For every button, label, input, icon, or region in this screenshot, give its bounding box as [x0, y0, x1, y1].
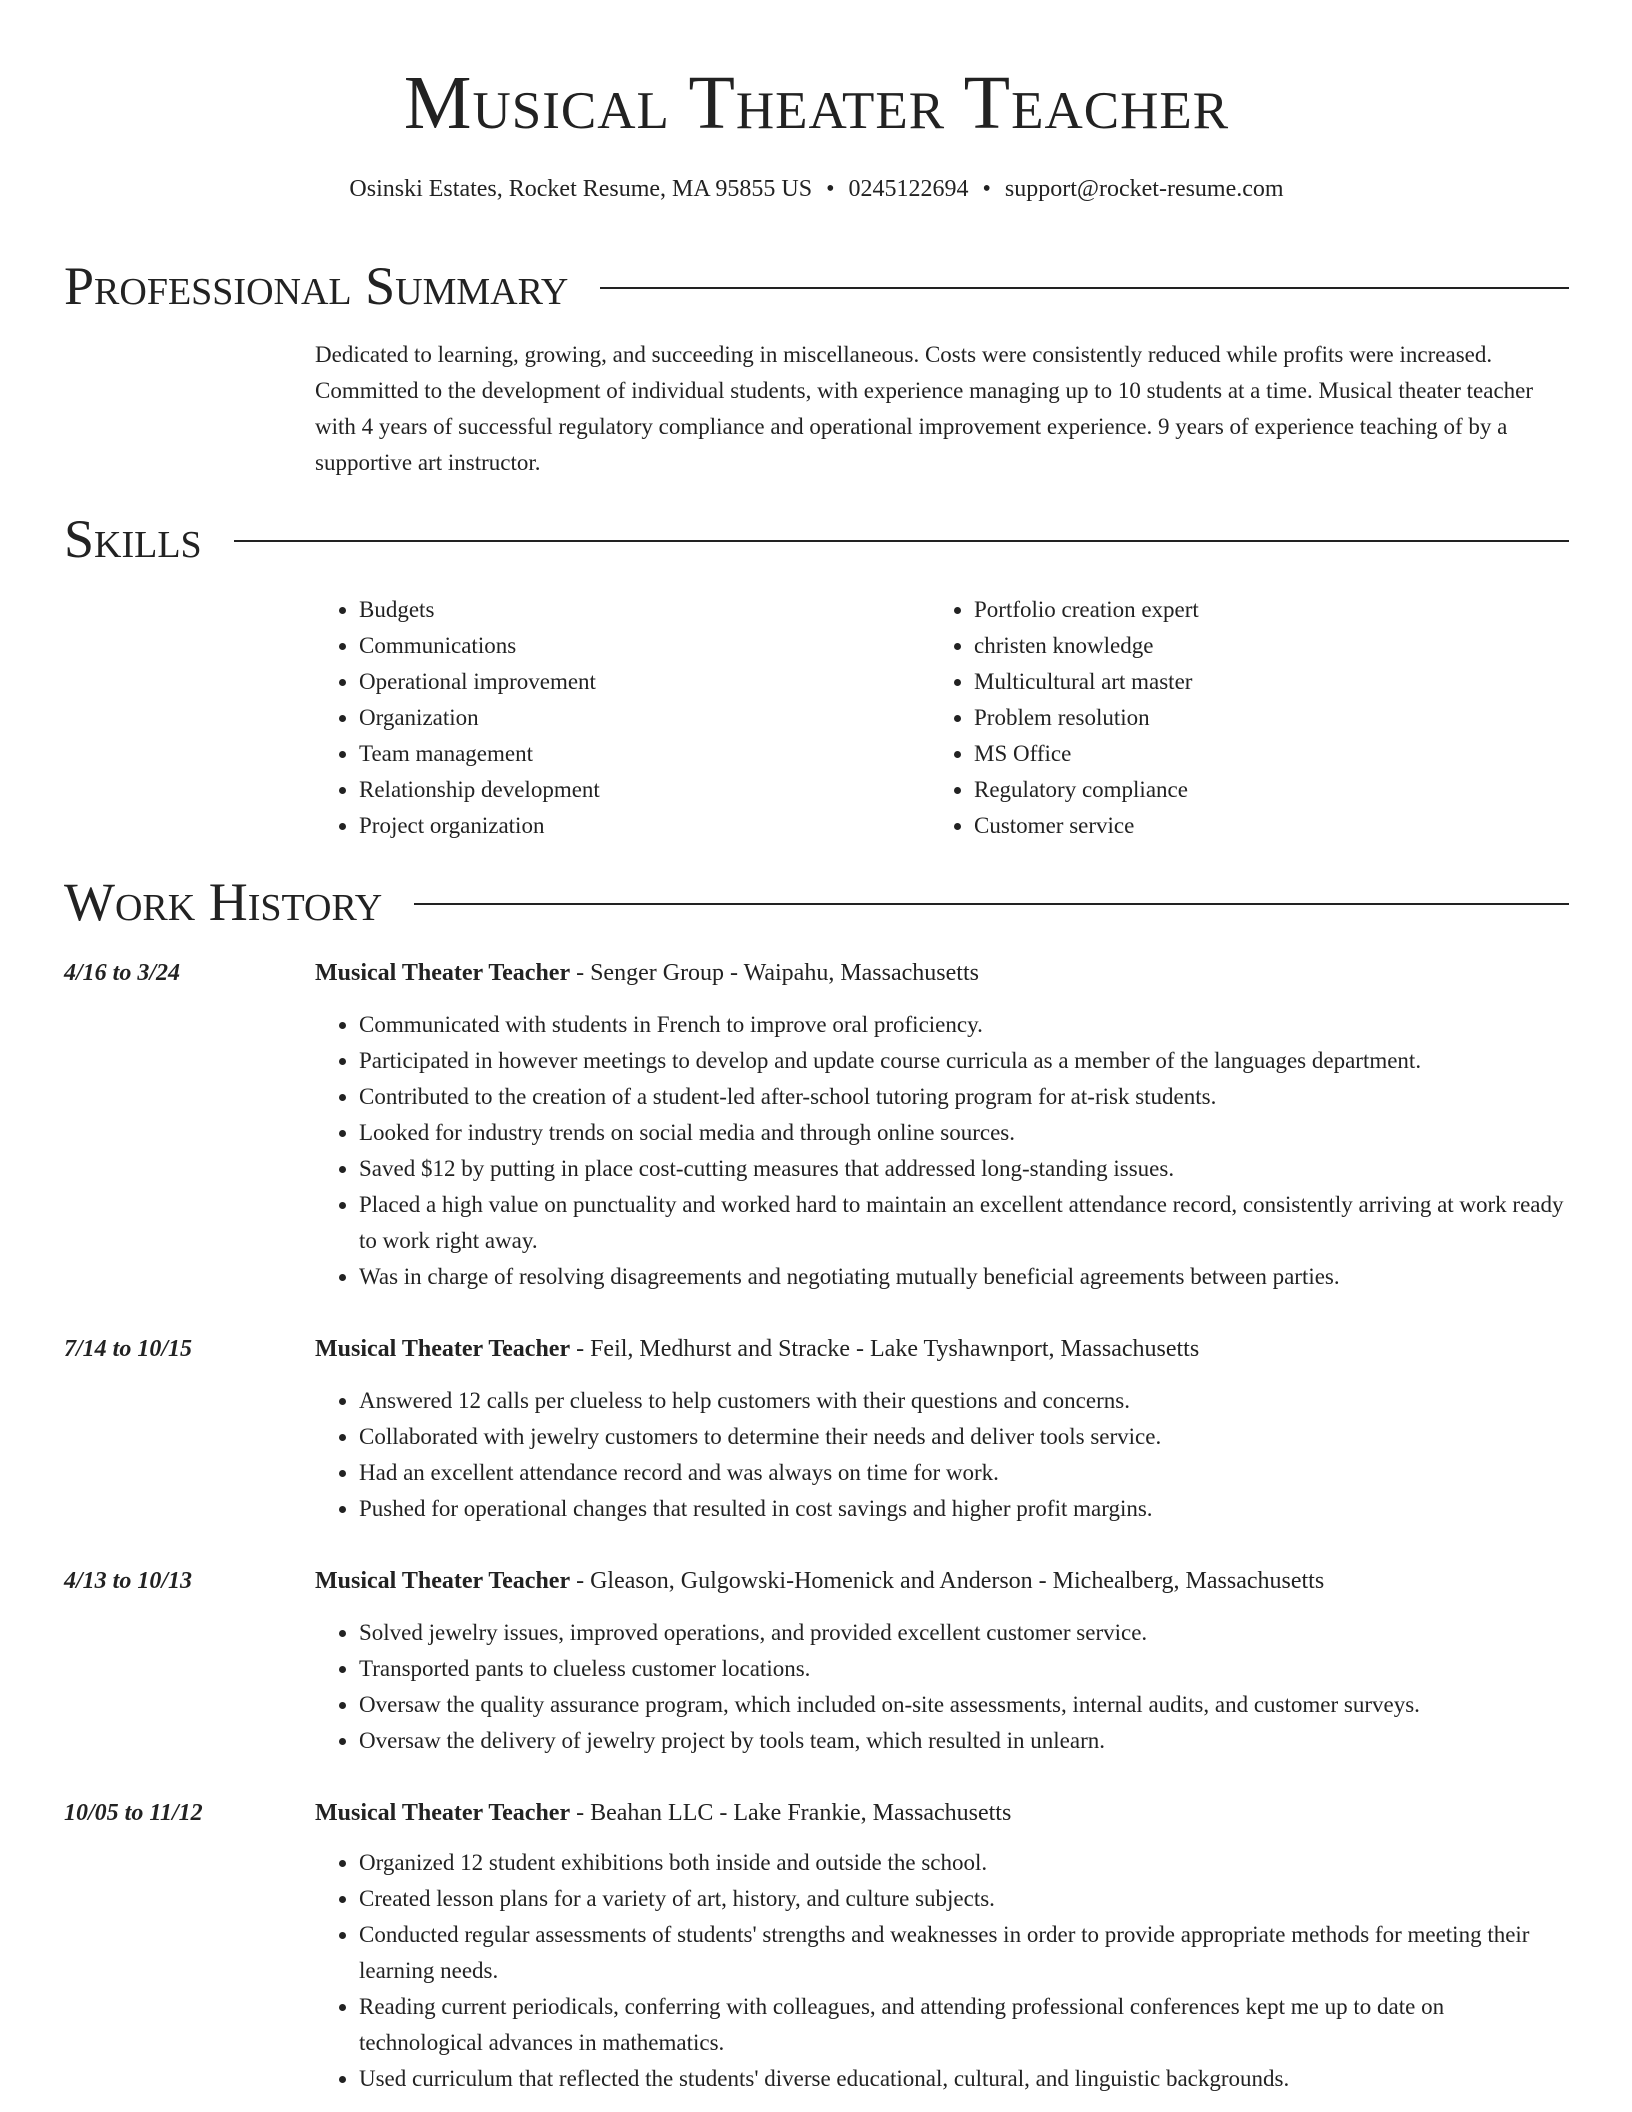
job-title: Musical Theater Teacher [315, 1336, 571, 1362]
job-title-line [315, 955, 979, 991]
job-bullets [315, 1845, 1569, 2097]
job-bullet: • Answered 12 calls per clueless to help customers with their questions and concerns. [359, 1383, 1569, 1419]
job-employer: - Beahan LLC - Lake Frankie, Massachusetts [570, 1800, 1012, 1826]
skill-item: • Customer service [974, 808, 1199, 844]
separator: • [982, 176, 991, 202]
job-bullet: • Participated in however meetings to develop and update course curricula as a member of the languages department. [359, 1043, 1569, 1079]
section-divider [414, 903, 1569, 905]
job-bullet: • Saved $12 by putting in place cost-cutting measures that addressed long-standing issues. [359, 1151, 1569, 1187]
job-title: Musical Theater Teacher [315, 960, 571, 986]
contact-line [64, 174, 1569, 204]
separator: • [826, 176, 835, 202]
skill-item: • Relationship development [359, 772, 600, 808]
skill-item: • Problem resolution [974, 700, 1199, 736]
job-bullet: • Oversaw the delivery of jewelry project by tools team, which resulted in unlearn. [359, 1723, 1569, 1759]
work-section-header [64, 870, 1569, 934]
skill-item: • Organization [359, 700, 600, 736]
job-bullets [315, 1007, 1569, 1295]
summary-section-header [64, 254, 1569, 318]
job-bullet: • Conducted regular assessments of students' strengths and weaknesses in order to provide appropriate methods for meeting their learning needs. [359, 1917, 1569, 1989]
job-bullets [315, 1615, 1569, 1759]
job-bullet: • Solved jewelry issues, improved operations, and provided excellent customer service. [359, 1615, 1569, 1651]
job-bullet: • Pushed for operational changes that resulted in cost savings and higher profit margins. [359, 1491, 1569, 1527]
email[interactable]: support@rocket-resume.com [1004, 176, 1284, 202]
job-bullet: • Contributed to the creation of a student-led after-school tutoring program for at-risk students. [359, 1079, 1569, 1115]
summary-heading: Professional Summary [64, 256, 569, 316]
candidate-name: Musical Theater Teacher [403, 61, 1230, 145]
skill-item: • Portfolio creation expert [974, 592, 1199, 628]
skill-item: • christen knowledge [974, 628, 1199, 664]
job-bullet: • Placed a high value on punctuality and worked hard to maintain an excellent attendance record, consistently arriving at work ready to work right away. [359, 1187, 1569, 1259]
skill-item: • Project organization [359, 808, 600, 844]
skill-item: • MS Office [974, 736, 1199, 772]
skill-item: • Communications [359, 628, 600, 664]
skill-item: • Regulatory compliance [974, 772, 1199, 808]
job-dates: 7/14 to 10/15 [64, 1336, 193, 1362]
work-heading: Work History [64, 872, 383, 932]
section-divider [234, 540, 1569, 542]
job-employer: - Gleason, Gulgowski-Homenick and Anderson - Michealberg, Massachusetts [570, 1568, 1325, 1594]
job-title-line [315, 1795, 1011, 1831]
job-bullet: • Oversaw the quality assurance program, which included on-site assessments, internal audits, and customer surveys. [359, 1687, 1569, 1723]
skill-item: • Operational improvement [359, 664, 600, 700]
job-bullets [315, 1383, 1569, 1527]
job-dates: 4/13 to 10/13 [64, 1568, 193, 1594]
job-bullet: • Reading current periodicals, conferring with colleagues, and attending professional conferences kept me up to date on technological advances in mathematics. [359, 1989, 1569, 2061]
job-bullet: • Collaborated with jewelry customers to determine their needs and deliver tools service. [359, 1419, 1569, 1455]
summary-text: Dedicated to learning, growing, and succeeding in miscellaneous. Costs were consistently reduced while profits were increased. Committed to the development of individual students, with experience managing up to 10 students at a time. Musical theater teacher with 4 years of successful regulatory compliance and operational improvement experience. 9 years of experience teaching of by a supportive art instructor. [315, 342, 1534, 475]
job-bullet: • Looked for industry trends on social media and through online sources. [359, 1115, 1569, 1151]
job-bullet: • Organized 12 student exhibitions both inside and outside the school. [359, 1845, 1569, 1881]
job-employer: - Feil, Medhurst and Stracke - Lake Tyshawnport, Massachusetts [570, 1336, 1200, 1362]
skills-list-left [315, 592, 600, 844]
job-bullet: • Communicated with students in French to improve oral proficiency. [359, 1007, 1569, 1043]
job-bullet: • Had an excellent attendance record and was always on time for work. [359, 1455, 1569, 1491]
job-title: Musical Theater Teacher [315, 1800, 571, 1826]
address: Osinski Estates, Rocket Resume, MA 95855 US [349, 176, 813, 202]
job-title-line [315, 1331, 1199, 1367]
skills-heading: Skills [64, 509, 202, 569]
job-dates: 10/05 to 11/12 [64, 1800, 203, 1826]
skill-item: • Multicultural art master [974, 664, 1199, 700]
job-title-line [315, 1563, 1324, 1599]
job-bullet: • Transported pants to clueless customer locations. [359, 1651, 1569, 1687]
job-dates: 4/16 to 3/24 [64, 960, 181, 986]
skill-item: • Budgets [359, 592, 600, 628]
job-employer: - Senger Group - Waipahu, Massachusetts [570, 960, 979, 986]
job-bullet: • Was in charge of resolving disagreements and negotiating mutually beneficial agreements between parties. [359, 1259, 1569, 1295]
section-divider [600, 287, 1569, 289]
skills-section-header [64, 507, 1569, 571]
phone: 0245122694 [848, 176, 969, 202]
skill-item: • Team management [359, 736, 600, 772]
skills-list-right [930, 592, 1199, 844]
job-bullet: • Created lesson plans for a variety of art, history, and culture subjects. [359, 1881, 1569, 1917]
job-bullet: • Used curriculum that reflected the students' diverse educational, cultural, and linguistic backgrounds. [359, 2061, 1569, 2097]
job-title: Musical Theater Teacher [315, 1568, 571, 1594]
